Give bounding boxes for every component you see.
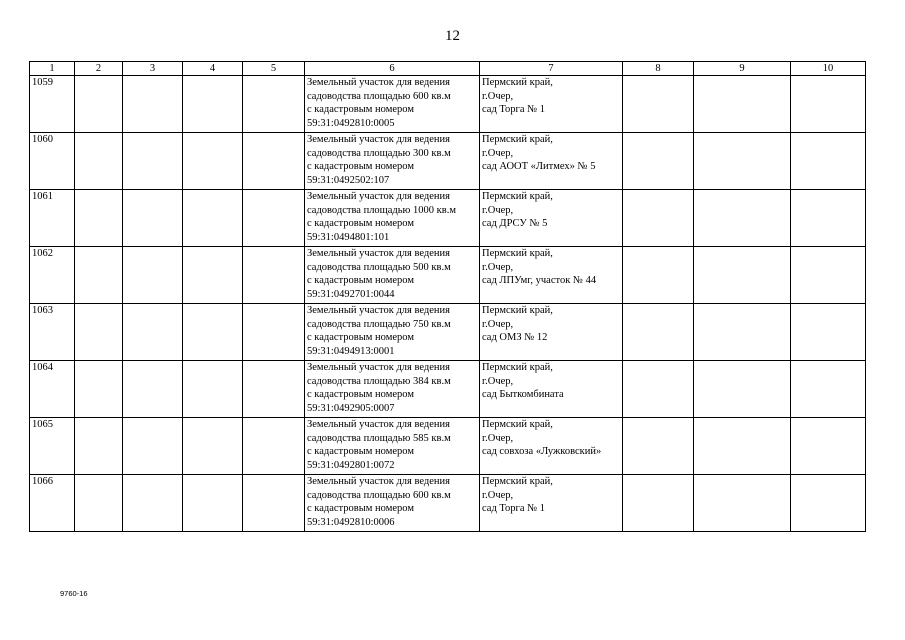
description-line: 59:31:0492810:0006 <box>307 516 395 528</box>
address-line: сад ДРСУ № 5 <box>482 218 548 230</box>
cell-empty-col-5 <box>243 133 305 190</box>
cell-empty-col-2 <box>75 247 123 304</box>
cell-record-number: 1060 <box>30 133 75 190</box>
cell-empty-col-10 <box>791 76 866 133</box>
cell-empty-col-10 <box>791 133 866 190</box>
cell-empty-col-3 <box>123 76 183 133</box>
address-line: сад Быткомбината <box>482 389 564 401</box>
cell-empty-col-8 <box>623 475 694 532</box>
cell-empty-col-2 <box>75 304 123 361</box>
cell-record-number: 1062 <box>30 247 75 304</box>
description-line: Земельный участок для ведения <box>307 305 450 316</box>
column-header-10: 10 <box>791 62 866 76</box>
cell-empty-col-2 <box>75 190 123 247</box>
cell-plot-description <box>305 190 480 247</box>
cell-plot-description <box>305 418 480 475</box>
description-line: с кадастровым номером <box>307 503 414 515</box>
description-line: Земельный участок для ведения <box>307 77 450 88</box>
cell-empty-col-9 <box>694 304 791 361</box>
cell-empty-col-9 <box>694 247 791 304</box>
address-line: г.Очер, <box>482 318 514 330</box>
address-line: Пермский край, <box>482 419 553 430</box>
page-number: 12 <box>445 28 460 44</box>
description-line: 59:31:0492502:107 <box>307 174 390 186</box>
column-header-1: 1 <box>30 62 75 76</box>
cell-empty-col-10 <box>791 304 866 361</box>
cell-empty-col-9 <box>694 133 791 190</box>
cell-empty-col-8 <box>623 247 694 304</box>
address-line: г.Очер, <box>482 204 514 216</box>
cell-empty-col-3 <box>123 361 183 418</box>
address-line: сад совхоза «Лужковский» <box>482 446 602 458</box>
cell-empty-col-2 <box>75 361 123 418</box>
description-line: с кадастровым номером <box>307 161 414 173</box>
table-row <box>30 361 866 418</box>
description-line: с кадастровым номером <box>307 332 414 344</box>
cell-plot-address <box>480 361 623 418</box>
cell-empty-col-5 <box>243 475 305 532</box>
address-line: Пермский край, <box>482 362 553 373</box>
table-row <box>30 475 866 532</box>
address-line: г.Очер, <box>482 261 514 273</box>
cell-empty-col-5 <box>243 304 305 361</box>
description-line: Земельный участок для ведения <box>307 419 450 430</box>
cell-empty-col-4 <box>183 133 243 190</box>
column-header-3: 3 <box>123 62 183 76</box>
column-header-7: 7 <box>480 62 623 76</box>
description-line: Земельный участок для ведения <box>307 191 450 202</box>
table-row <box>30 190 866 247</box>
description-line: Земельный участок для ведения <box>307 476 450 487</box>
column-header-5: 5 <box>243 62 305 76</box>
cell-plot-address <box>480 418 623 475</box>
table-body <box>30 76 866 532</box>
description-line: садоводства площадью 750 кв.м <box>307 318 451 330</box>
cell-plot-address <box>480 304 623 361</box>
cell-plot-description <box>305 76 480 133</box>
table-row <box>30 76 866 133</box>
address-line: Пермский край, <box>482 191 553 202</box>
address-line: сад АООТ «Литмех» № 5 <box>482 161 596 173</box>
land-plot-register-table <box>29 61 866 532</box>
cell-record-number: 1064 <box>30 361 75 418</box>
document-code: 9760-16 <box>60 589 88 598</box>
description-line: с кадастровым номером <box>307 446 414 458</box>
cell-empty-col-2 <box>75 76 123 133</box>
column-header-4: 4 <box>183 62 243 76</box>
cell-empty-col-2 <box>75 418 123 475</box>
description-line: садоводства площадью 500 кв.м <box>307 261 451 273</box>
cell-record-number: 1061 <box>30 190 75 247</box>
cell-empty-col-3 <box>123 190 183 247</box>
address-line: сад Торга № 1 <box>482 503 546 515</box>
cell-empty-col-8 <box>623 418 694 475</box>
description-line: Земельный участок для ведения <box>307 134 450 145</box>
cell-empty-col-8 <box>623 190 694 247</box>
description-line: 59:31:0492905:0007 <box>307 402 395 414</box>
address-line: Пермский край, <box>482 476 553 487</box>
cell-empty-col-4 <box>183 361 243 418</box>
cell-empty-col-9 <box>694 361 791 418</box>
address-line: г.Очер, <box>482 375 514 387</box>
description-line: садоводства площадью 585 кв.м <box>307 432 451 444</box>
cell-plot-description <box>305 133 480 190</box>
cell-plot-address <box>480 76 623 133</box>
table-row <box>30 247 866 304</box>
cell-plot-address <box>480 133 623 190</box>
cell-plot-description <box>305 361 480 418</box>
address-line: г.Очер, <box>482 432 514 444</box>
cell-empty-col-10 <box>791 247 866 304</box>
cell-record-number: 1065 <box>30 418 75 475</box>
table-row <box>30 304 866 361</box>
address-line: Пермский край, <box>482 305 553 316</box>
cell-empty-col-9 <box>694 475 791 532</box>
description-line: садоводства площадью 300 кв.м <box>307 147 451 159</box>
description-line: Земельный участок для ведения <box>307 248 450 259</box>
description-line: с кадастровым номером <box>307 104 414 116</box>
description-line: Земельный участок для ведения <box>307 362 450 373</box>
cell-empty-col-2 <box>75 133 123 190</box>
table-header-row <box>30 62 866 76</box>
cell-plot-address <box>480 475 623 532</box>
description-line: садоводства площадью 600 кв.м <box>307 489 451 501</box>
column-header-6: 6 <box>305 62 480 76</box>
cell-empty-col-2 <box>75 475 123 532</box>
cell-empty-col-9 <box>694 76 791 133</box>
address-line: сад ЛПУмг, участок № 44 <box>482 275 597 287</box>
column-header-8: 8 <box>623 62 694 76</box>
cell-empty-col-3 <box>123 418 183 475</box>
cell-empty-col-10 <box>791 418 866 475</box>
cell-plot-address <box>480 190 623 247</box>
cell-plot-description <box>305 475 480 532</box>
cell-empty-col-4 <box>183 304 243 361</box>
cell-empty-col-3 <box>123 247 183 304</box>
cell-empty-col-9 <box>694 418 791 475</box>
cell-plot-description <box>305 304 480 361</box>
cell-empty-col-3 <box>123 133 183 190</box>
cell-record-number: 1059 <box>30 76 75 133</box>
cell-empty-col-8 <box>623 133 694 190</box>
cell-empty-col-5 <box>243 76 305 133</box>
cell-empty-col-4 <box>183 475 243 532</box>
description-line: с кадастровым номером <box>307 218 414 230</box>
cell-empty-col-8 <box>623 304 694 361</box>
column-header-9: 9 <box>694 62 791 76</box>
address-line: сад Торга № 1 <box>482 104 546 116</box>
address-line: г.Очер, <box>482 90 514 102</box>
cell-empty-col-5 <box>243 361 305 418</box>
address-line: Пермский край, <box>482 77 553 88</box>
address-line: Пермский край, <box>482 248 553 259</box>
cell-empty-col-3 <box>123 475 183 532</box>
cell-empty-col-10 <box>791 361 866 418</box>
description-line: садоводства площадью 600 кв.м <box>307 90 451 102</box>
table-row <box>30 418 866 475</box>
cell-empty-col-10 <box>791 190 866 247</box>
cell-empty-col-4 <box>183 418 243 475</box>
cell-empty-col-5 <box>243 190 305 247</box>
cell-empty-col-5 <box>243 418 305 475</box>
cell-empty-col-9 <box>694 190 791 247</box>
cell-empty-col-8 <box>623 361 694 418</box>
address-line: сад ОМЗ № 12 <box>482 332 548 344</box>
cell-empty-col-4 <box>183 76 243 133</box>
description-line: 59:31:0494913:0001 <box>307 345 395 357</box>
description-line: 59:31:0492701:0044 <box>307 288 395 300</box>
address-line: Пермский край, <box>482 134 553 145</box>
column-header-2: 2 <box>75 62 123 76</box>
description-line: садоводства площадью 1000 кв.м <box>307 204 456 216</box>
cell-empty-col-3 <box>123 304 183 361</box>
cell-plot-description <box>305 247 480 304</box>
cell-record-number: 1063 <box>30 304 75 361</box>
description-line: 59:31:0492810:0005 <box>307 117 395 129</box>
cell-empty-col-4 <box>183 190 243 247</box>
description-line: 59:31:0492801:0072 <box>307 459 395 471</box>
cell-empty-col-5 <box>243 247 305 304</box>
table-row <box>30 133 866 190</box>
cell-empty-col-8 <box>623 76 694 133</box>
description-line: с кадастровым номером <box>307 275 414 287</box>
cell-record-number: 1066 <box>30 475 75 532</box>
address-line: г.Очер, <box>482 489 514 501</box>
description-line: садоводства площадью 384 кв.м <box>307 375 451 387</box>
description-line: 59:31:0494801:101 <box>307 231 390 243</box>
address-line: г.Очер, <box>482 147 514 159</box>
description-line: с кадастровым номером <box>307 389 414 401</box>
cell-empty-col-10 <box>791 475 866 532</box>
cell-empty-col-4 <box>183 247 243 304</box>
cell-plot-address <box>480 247 623 304</box>
